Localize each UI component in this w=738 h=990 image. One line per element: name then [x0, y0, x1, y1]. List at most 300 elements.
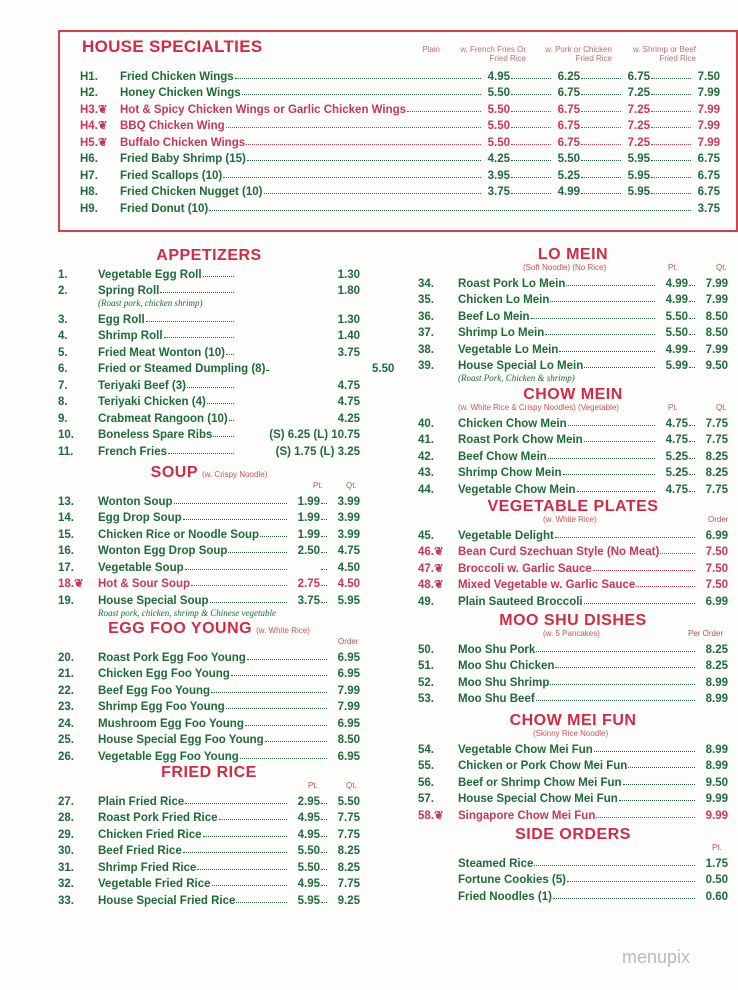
item-price: 6.75 — [557, 120, 580, 132]
dot-leader — [228, 552, 287, 553]
dot-leader — [197, 869, 287, 870]
dot-leader — [146, 321, 234, 322]
item-number: 17. — [58, 561, 74, 574]
menu-item — [58, 574, 360, 591]
item-number: 33. — [58, 894, 74, 907]
dot-leader — [559, 351, 655, 352]
section-subtitle: (Soft Noodle) (No Rice) — [523, 263, 607, 272]
item-price: 9.50 — [705, 360, 728, 372]
item-number: H3.❦ — [80, 103, 108, 116]
section-title-text: EGG FOO YOUNG — [108, 620, 253, 637]
item-name: Beef Fried Rice — [98, 845, 182, 857]
item-price: 4.75 — [665, 417, 688, 430]
menu-item — [58, 508, 360, 525]
item-number: H1. — [80, 70, 98, 83]
item-name: Moo Shu Pork — [458, 643, 536, 656]
item-price: 8.99 — [705, 760, 728, 772]
item-name: Wonton Soup — [98, 495, 173, 508]
item-price: 3.75 — [337, 346, 360, 359]
dot-leader — [183, 852, 287, 853]
dot-leader — [321, 852, 327, 853]
item-number: 35. — [418, 294, 434, 306]
menu-section — [418, 712, 728, 822]
item-price: 6.95 — [337, 750, 360, 763]
dot-leader — [555, 537, 695, 538]
item-price: 7.25 — [627, 120, 650, 132]
column-header: Plain — [422, 45, 440, 54]
dot-leader — [651, 111, 691, 112]
dot-leader — [594, 751, 695, 752]
dot-leader — [407, 111, 481, 112]
item-name: Shrimp Egg Foo Young — [98, 701, 225, 713]
item-price: 4.50 — [337, 578, 360, 590]
menu-item — [418, 575, 728, 592]
item-number: 1. — [58, 268, 68, 281]
dot-leader — [581, 193, 621, 194]
item-price: 4.99 — [557, 186, 580, 198]
dot-leader — [207, 403, 234, 404]
dot-leader — [689, 474, 695, 475]
item-price: 1.40 — [337, 330, 360, 342]
item-price: 3.99 — [337, 495, 360, 508]
item-price: 9.50 — [705, 776, 728, 789]
menu-item — [418, 672, 728, 689]
item-number: 23. — [58, 701, 74, 713]
menu-item — [58, 680, 360, 697]
dot-leader — [660, 553, 695, 554]
dot-leader — [555, 667, 695, 668]
item-name: Beef or Shrimp Chow Mei Fun — [458, 776, 622, 789]
menu-item — [418, 446, 728, 463]
menu-section — [418, 498, 728, 608]
item-price: 4.99 — [665, 294, 688, 306]
item-price: 1.30 — [337, 313, 360, 326]
menu-item — [418, 772, 728, 789]
section-title — [418, 498, 728, 515]
section-subheader — [418, 515, 728, 525]
section-subheader — [418, 263, 728, 273]
item-price: 1.80 — [337, 285, 360, 297]
dot-leader — [321, 569, 327, 570]
item-price: 5.50 — [487, 103, 510, 116]
item-name: Teriyaki Chicken (4) — [98, 396, 206, 408]
item-price: 4.99 — [665, 277, 688, 290]
item-price: 7.99 — [697, 103, 720, 116]
dot-leader — [548, 458, 655, 459]
item-name: Spring Roll — [98, 285, 160, 297]
dot-leader — [651, 144, 691, 145]
item-price: 7.99 — [697, 120, 720, 132]
dot-leader — [689, 491, 695, 492]
item-name: Chicken Lo Mein — [458, 294, 550, 306]
price-column-header: Pt. — [308, 781, 318, 790]
section-subheader — [418, 629, 728, 639]
dot-leader — [566, 285, 655, 286]
dot-leader — [511, 144, 551, 145]
price-column-header: Pt. — [712, 843, 722, 852]
dot-leader — [623, 784, 695, 785]
dot-leader — [563, 474, 656, 475]
menu-item — [80, 165, 720, 182]
dot-leader — [651, 177, 691, 178]
item-name: Plain Fried Rice — [98, 795, 185, 808]
dot-leader — [321, 803, 327, 804]
section-title — [418, 386, 728, 403]
item-price: 1.99 — [297, 495, 320, 508]
menu-item — [58, 841, 360, 858]
menu-item — [80, 116, 720, 133]
item-price: 5.95 — [627, 153, 650, 165]
item-price: 5.95 — [297, 894, 320, 907]
item-price: 2.75 — [297, 578, 320, 590]
dot-leader — [209, 210, 691, 211]
dot-leader — [321, 503, 327, 504]
item-name: Beef Chow Mein — [458, 450, 547, 463]
dot-leader — [550, 301, 655, 302]
menu-item — [58, 713, 360, 730]
item-name: Moo Shu Beef — [458, 693, 535, 705]
menu-item — [418, 339, 728, 356]
item-number: 56. — [418, 776, 434, 789]
menu-section — [58, 764, 360, 907]
dot-leader — [511, 193, 551, 194]
item-name: Beef Egg Foo Young — [98, 684, 211, 697]
menu-section — [58, 620, 360, 763]
section-subheader — [58, 637, 360, 647]
item-number: 11. — [58, 445, 74, 458]
item-name: Vegetable Egg Foo Young — [98, 750, 239, 763]
dot-leader — [245, 725, 327, 726]
dot-leader — [160, 292, 234, 293]
menu-item — [418, 789, 728, 806]
menu-item — [418, 558, 728, 575]
dot-leader — [689, 318, 695, 319]
menu-item — [58, 697, 360, 714]
item-number: 51. — [418, 660, 434, 672]
dot-leader — [689, 458, 695, 459]
item-name: House Special Egg Foo Young — [98, 734, 264, 746]
item-price: (S) 1.75 (L) 3.25 — [275, 445, 360, 458]
item-number: 42. — [418, 450, 434, 463]
item-price: 0.60 — [705, 890, 728, 903]
dot-leader — [581, 144, 621, 145]
item-price: 5.50 — [665, 310, 688, 323]
item-price: 4.95 — [297, 812, 320, 824]
dot-leader — [212, 885, 288, 886]
menu-item — [58, 857, 360, 874]
item-price: 8.25 — [705, 467, 728, 479]
dot-leader — [534, 865, 695, 866]
dot-leader — [689, 367, 695, 368]
dot-leader — [689, 301, 695, 302]
item-number: 41. — [418, 434, 434, 446]
item-price: (S) 6.25 (L) 10.75 — [269, 429, 360, 441]
item-name: Hot & Sour Soup — [98, 578, 190, 590]
dot-leader — [191, 585, 287, 586]
menu-item — [80, 149, 720, 166]
item-price: 7.99 — [697, 87, 720, 99]
section-title — [58, 464, 360, 481]
menu-item — [418, 805, 728, 822]
item-number: 48.❦ — [418, 579, 444, 591]
item-price: 7.75 — [337, 828, 360, 841]
menu-item — [58, 342, 360, 359]
section-subtitle: (w. Crispy Noodle) — [201, 470, 268, 479]
item-number: H6. — [80, 153, 98, 165]
item-number: H9. — [80, 202, 98, 215]
menu-item — [418, 870, 728, 887]
item-price: 8.25 — [705, 450, 728, 463]
item-number: 5. — [58, 346, 68, 359]
item-number: 36. — [418, 310, 434, 323]
section-title — [58, 764, 360, 781]
section-title — [418, 612, 728, 629]
item-price: 6.75 — [697, 153, 720, 165]
item-name: Fried or Steamed Dumpling (8) — [98, 363, 266, 375]
dot-leader — [235, 78, 481, 79]
item-price: 3.75 — [297, 594, 320, 607]
watermark: menupix — [621, 947, 690, 967]
item-name: Chicken Rice or Noodle Soup — [98, 528, 260, 541]
dot-leader — [567, 881, 695, 882]
item-name: Egg Roll — [98, 313, 145, 326]
item-price: 4.75 — [337, 545, 360, 557]
item-number: 27. — [58, 795, 74, 808]
item-name: Chicken Fried Rice — [98, 828, 202, 841]
item-number: 34. — [418, 277, 434, 290]
item-price: 6.75 — [557, 136, 580, 149]
item-price: 5.50 — [487, 87, 510, 99]
item-number: 46.❦ — [418, 546, 444, 558]
item-name: Vegetable Chow Mein — [458, 483, 576, 496]
item-price: 7.75 — [705, 417, 728, 430]
dot-leader — [321, 885, 327, 886]
item-price: 7.50 — [705, 562, 728, 575]
item-number: 57. — [418, 793, 434, 805]
section-title — [418, 826, 728, 843]
menu-item — [58, 524, 360, 541]
menu-item — [58, 590, 360, 607]
menu-item — [58, 557, 360, 574]
item-price: 8.25 — [705, 643, 728, 656]
item-name: Fried Chicken Nugget (10) — [120, 186, 263, 198]
item-number: 30. — [58, 845, 74, 857]
item-number: 6. — [58, 363, 68, 375]
item-number: H5.❦ — [80, 136, 108, 149]
item-number: 26. — [58, 750, 74, 763]
dot-leader — [577, 491, 655, 492]
item-price: 7.99 — [705, 343, 728, 356]
price-column-header: Order — [708, 515, 729, 524]
item-price: 7.75 — [705, 483, 728, 496]
menu-item — [418, 479, 728, 496]
menu-item — [58, 375, 360, 392]
dot-leader — [581, 127, 621, 128]
item-number: 43. — [418, 467, 434, 479]
dot-leader — [651, 193, 691, 194]
item-price: 8.50 — [705, 310, 728, 323]
item-number: 24. — [58, 717, 74, 730]
item-number: 2. — [58, 285, 68, 297]
dot-leader — [651, 160, 691, 161]
item-number: 8. — [58, 396, 68, 408]
item-price: 8.99 — [705, 693, 728, 705]
item-price: 2.95 — [297, 795, 320, 808]
item-name: Fried Noodles (1) — [458, 890, 552, 903]
item-number: H7. — [80, 169, 98, 182]
menu-item — [418, 853, 728, 870]
item-number: 37. — [418, 327, 434, 339]
item-number: 39. — [418, 360, 434, 372]
price-column-header: Qt. — [346, 781, 357, 790]
item-name: Vegetable Delight — [458, 529, 554, 542]
dot-leader — [236, 902, 287, 903]
item-price: 5.50 — [665, 327, 688, 339]
menu-item — [58, 264, 360, 281]
item-name: Shrimp Chow Mein — [458, 467, 562, 479]
menu-item — [58, 664, 360, 681]
dot-leader — [321, 602, 327, 603]
item-price: 8.50 — [337, 734, 360, 746]
item-price: 5.50 — [372, 363, 395, 375]
item-name: Chicken Chow Mein — [458, 417, 567, 430]
section-title — [58, 620, 360, 637]
item-price: 6.75 — [697, 169, 720, 182]
section-subheader — [58, 481, 360, 491]
item-price: 5.95 — [627, 186, 650, 198]
dot-leader — [247, 659, 327, 660]
dot-leader — [584, 441, 655, 442]
section-title-text: VEGETABLE PLATES — [487, 498, 659, 515]
dot-leader — [581, 111, 621, 112]
menu-item — [58, 824, 360, 841]
item-price: 7.50 — [705, 546, 728, 558]
item-price: 6.75 — [557, 87, 580, 99]
item-name: Singapore Chow Mei Fun — [458, 809, 596, 822]
menu-item — [58, 890, 360, 907]
menu-item — [80, 132, 720, 149]
dot-leader — [584, 603, 695, 604]
section-title — [418, 712, 728, 729]
menu-section — [418, 826, 728, 903]
item-price: 3.95 — [487, 169, 510, 182]
item-number: 19. — [58, 594, 74, 607]
dot-leader — [511, 111, 551, 112]
price-column-header: Pt. — [668, 403, 678, 412]
item-price: 5.95 — [337, 594, 360, 607]
item-price: 5.25 — [665, 467, 688, 479]
section-title-text: SOUP — [150, 464, 198, 481]
dot-leader — [321, 585, 327, 586]
item-price: 6.95 — [337, 651, 360, 664]
dot-leader — [581, 160, 621, 161]
menu-item — [418, 656, 728, 673]
item-price: 4.95 — [487, 70, 510, 83]
menu-item — [418, 273, 728, 290]
dot-leader — [321, 819, 327, 820]
menu-item — [418, 430, 728, 447]
item-name: Crabmeat Rangoon (10) — [98, 412, 228, 425]
menu-item — [58, 541, 360, 558]
item-name: Moo Shu Chicken — [458, 660, 555, 672]
item-name: Shrimp Roll — [98, 330, 163, 342]
menu-item — [418, 290, 728, 307]
item-name: Mixed Vegetable w. Garlic Sauce — [458, 579, 636, 591]
item-number: 3. — [58, 313, 68, 326]
item-name: House Special Soup — [98, 594, 209, 607]
item-price: 9.99 — [705, 809, 728, 822]
section-subheader — [418, 843, 728, 853]
item-number: 58.❦ — [418, 809, 444, 822]
menu-item — [418, 886, 728, 903]
item-price: 6.75 — [697, 186, 720, 198]
dot-leader — [511, 127, 551, 128]
dot-leader — [689, 285, 695, 286]
item-number: 20. — [58, 651, 74, 664]
dot-leader — [553, 898, 695, 899]
item-name: Broccoli w. Garlic Sauce — [458, 562, 592, 575]
item-number: 53. — [418, 693, 434, 705]
item-price: 4.75 — [665, 434, 688, 446]
item-name: Egg Drop Soup — [98, 512, 182, 524]
dot-leader — [321, 902, 327, 903]
item-price: 7.99 — [705, 277, 728, 290]
item-number: 49. — [418, 595, 434, 608]
item-name: BBQ Chicken Wing — [120, 120, 225, 132]
dot-leader — [584, 367, 655, 368]
item-number: 44. — [418, 483, 434, 496]
item-number: 18.❦ — [58, 578, 84, 590]
section-title — [418, 246, 728, 263]
item-name: Boneless Spare Ribs — [98, 429, 213, 441]
dot-leader — [536, 700, 695, 701]
item-name: Bean Curd Szechuan Style (No Meat) — [458, 546, 660, 558]
item-price: 8.25 — [337, 845, 360, 857]
dot-leader — [183, 519, 287, 520]
item-name: Roast Pork Fried Rice — [98, 812, 218, 824]
item-price: 4.50 — [337, 561, 360, 574]
item-number: H4.❦ — [80, 120, 108, 132]
price-column-header: Per Order — [688, 629, 724, 638]
item-price: 9.99 — [705, 793, 728, 805]
price-column-header: Qt. — [716, 263, 727, 272]
price-column-header: Qt. — [346, 481, 357, 490]
item-number: 16. — [58, 545, 74, 557]
dot-leader — [511, 177, 551, 178]
item-name: Fried Meat Wonton (10) — [98, 346, 225, 359]
item-number: 31. — [58, 861, 74, 874]
dot-leader — [550, 684, 695, 685]
item-name: Plain Sauteed Broccoli — [458, 595, 583, 608]
dot-leader — [568, 425, 655, 426]
item-name: House Special Fried Rice — [98, 894, 236, 907]
item-price: 4.25 — [337, 412, 360, 425]
menu-item — [58, 730, 360, 747]
item-price: 5.50 — [487, 120, 510, 132]
dot-leader — [689, 334, 695, 335]
dot-leader — [211, 692, 327, 693]
item-price: 1.99 — [297, 512, 320, 524]
item-name: French Fries — [98, 445, 168, 458]
section-title-text: LO MEIN — [537, 246, 609, 263]
dot-leader — [203, 276, 234, 277]
item-name: Wonton Egg Drop Soup — [98, 545, 228, 557]
item-price: 3.75 — [487, 186, 510, 198]
item-number: 15. — [58, 528, 74, 541]
item-price: 6.75 — [627, 70, 650, 83]
column-header: w. Shrimp or Beef Fried Rice — [632, 45, 696, 63]
dot-leader — [168, 453, 234, 454]
